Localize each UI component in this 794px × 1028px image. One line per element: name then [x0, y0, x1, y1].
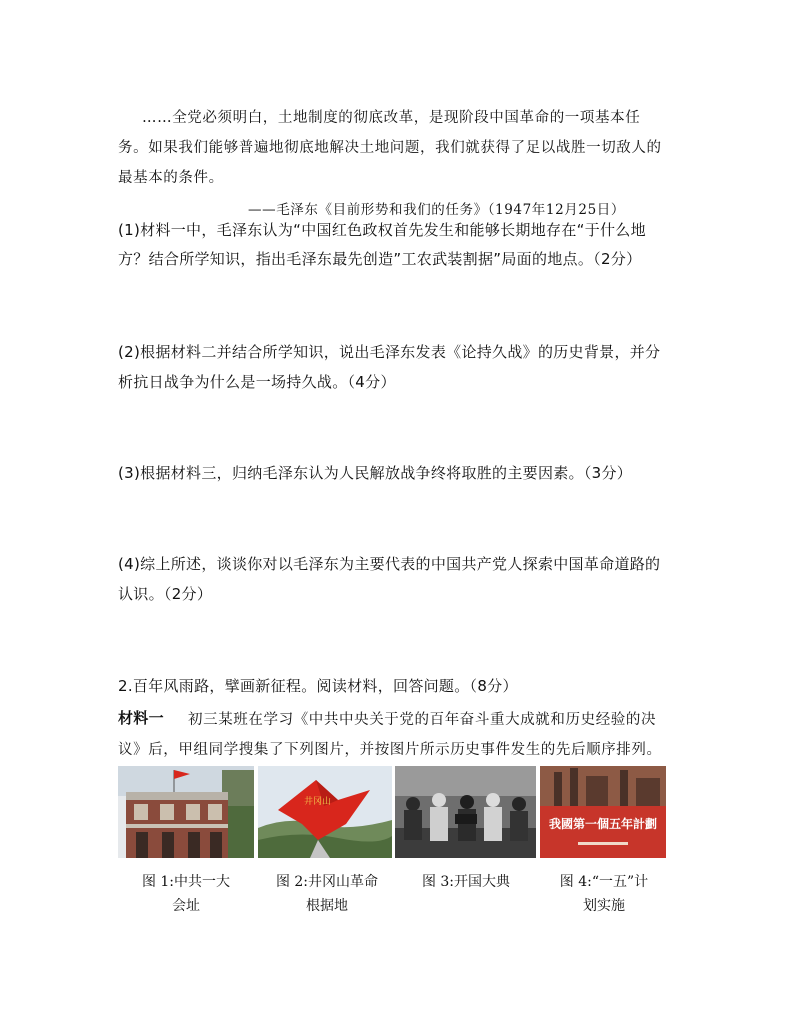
question-3-line-1: (3)根据材料三，归纳毛泽东认为人民解放战争终将取胜的主要因素。（3分） — [118, 464, 633, 482]
material-1-line-2: 议》后，甲组同学搜集了下列图片，并按图片所示历史事件发生的先后顺序排列。 — [118, 742, 662, 758]
figure-1-caption-line-1: 图 1:中共一大 — [141, 874, 231, 890]
figure-3-photo — [395, 766, 536, 858]
question-2-line-1: (2)根据材料二并结合所学知识，说出毛泽东发表《论持久战》的历史背景，并分 — [118, 343, 661, 361]
question-4-line-2: 认识。（2分） — [118, 585, 213, 603]
question-1-line-1: (1)材料一中，毛泽东认为“中国红色政权首先发生和能够长期地存在“于什么地 — [118, 221, 646, 239]
quote-line-1: ……全党必须明白，土地制度的彻底改革，是现阶段中国革命的一项基本任 — [142, 110, 641, 126]
figure-2-caption — [262, 870, 392, 918]
question-4-line-1: (4)综上所述，谈谈你对以毛泽东为主要代表的中国共产党人探索中国革命道路的 — [118, 555, 661, 573]
poster-title: 我國第一個五年計劃 — [548, 817, 658, 831]
sculpture-text: 井冈山 — [304, 797, 332, 807]
figure-2-caption-line-1: 图 2:井冈山革命 — [275, 874, 379, 890]
section-2-heading: 2.百年风雨路，擘画新征程。阅读材料，回答问题。（8分） — [118, 677, 518, 695]
figure-3-caption-line-1: 图 3:开国大典 — [421, 874, 511, 890]
material-1-label: 材料一 — [118, 709, 164, 727]
quote-line-2: 务。如果我们能够普遍地彻底地解决土地问题，我们就获得了足以战胜一切敌人的 — [118, 140, 662, 156]
figure-4-caption-line-2: 划实施 — [583, 898, 625, 914]
material-1-line-1: 初三某班在学习《中共中央关于党的百年奋斗重大成就和历史经验的决 — [188, 712, 657, 728]
figure-2-caption-line-2: 根据地 — [306, 898, 348, 914]
figure-4-caption — [540, 870, 668, 918]
figure-2-photo — [258, 766, 392, 858]
figure-3-caption — [400, 870, 532, 894]
figure-4-photo — [540, 766, 666, 858]
question-2-line-2: 析抗日战争为什么是一场持久战。（4分） — [118, 373, 396, 391]
quote-source: ——毛泽东《目前形势和我们的任务》（1947年12月25日） — [248, 202, 625, 218]
figure-1-caption — [122, 870, 250, 918]
figure-4-caption-line-1: 图 4:“一五”计 — [559, 874, 649, 890]
quote-line-3: 最基本的条件。 — [118, 170, 224, 186]
figure-1-photo — [118, 766, 254, 858]
question-1-line-2: 方？结合所学知识，指出毛泽东最先创造”工农武装割据”局面的地点。（2分） — [118, 250, 642, 268]
figure-1-caption-line-2: 会址 — [172, 898, 200, 914]
